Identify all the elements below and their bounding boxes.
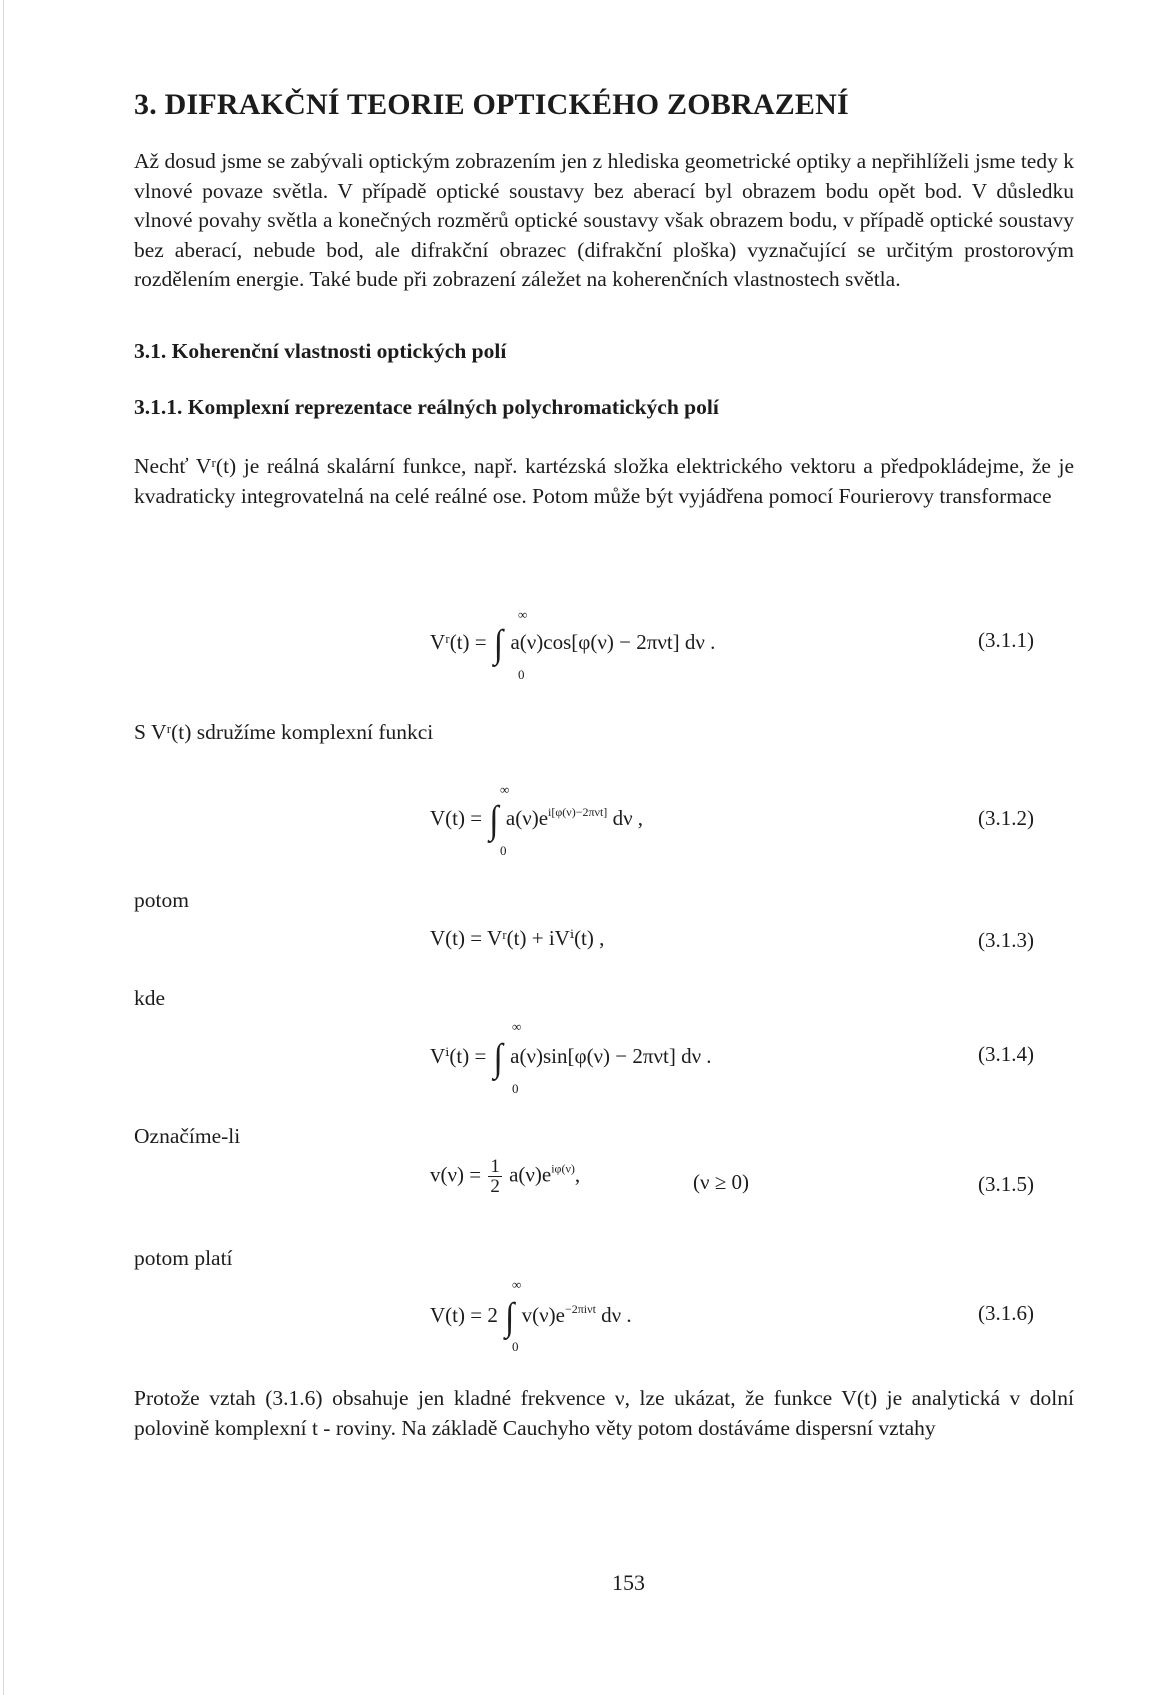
eq5-lhs: v(ν) = — [430, 1162, 482, 1187]
label-kde: kde — [134, 986, 166, 1010]
fraction-one-half — [488, 1157, 502, 1196]
eq2-lhs: V(t) = — [430, 806, 483, 830]
eq1-number: (3.1.1) — [978, 628, 1034, 652]
equation-3-1-3 — [430, 928, 604, 949]
integral-sign: ∫ — [505, 1296, 515, 1339]
intro-paragraph: Až dosud jsme se zabývali optickým zobrazením jen z hlediska geometrické optiky a nepřihlíželi jsme tedy k vlnové povaze světla. V případě optické soustavy bez aberací byl obrazem bodu opět bod. V důsledku vlnové povahy světla a konečných rozměrů optické soustavy však obrazem bodu, v případě optické soustavy bez aberací, nebude bod, ale difrakční obrazec (difrakční ploška) vyznačující se určitým prostorovým rozdělením energie. Také bude při zobrazení záležet na koherenčních vlastnostech světla. — [134, 149, 1074, 291]
eq6-number: (3.1.6) — [978, 1301, 1034, 1325]
eq1-lower-limit: 0 — [518, 667, 525, 682]
fraction-numerator: 1 — [490, 1156, 500, 1177]
eq2-tail: dν , — [612, 806, 644, 830]
eq3-number: (3.1.3) — [978, 928, 1034, 952]
eq2-number: (3.1.2) — [978, 806, 1034, 830]
eq2-exponent: i[φ(ν)−2πνt] — [548, 805, 608, 819]
label-potom-plati: potom platí — [134, 1246, 233, 1270]
equation-3-1-2 — [430, 799, 644, 842]
eq4-number: (3.1.4) — [978, 1042, 1034, 1066]
label-potom: potom — [134, 888, 189, 912]
equation-3-1-1 — [430, 623, 716, 666]
paragraph-fourier: Nechť Vʳ(t) je reálná skalární funkce, např. kartézská složka elektrického vektoru a předpokládejme, že je kvadraticky integrovatelná na celé reálné ose. Potom může být vyjádřena pomocí Fourierovy transformace — [134, 454, 1074, 508]
eq5-tail: , — [574, 1162, 581, 1187]
text-before-eq2: S Vʳ(t) sdružíme komplexní funkci — [134, 720, 434, 744]
equation-3-1-6 — [430, 1296, 632, 1339]
eq5-body: a(ν)e — [509, 1162, 552, 1187]
section-title: 3.1. Koherenční vlastnosti optických polí — [134, 339, 507, 363]
eq1-body: a(ν)cos[φ(ν) − 2πνt] dν . — [510, 630, 716, 654]
equation-3-1-5 — [430, 1157, 580, 1196]
eq6-upper-limit: ∞ — [512, 1277, 522, 1292]
eq6-exponent: −2πiνt — [564, 1302, 596, 1316]
eq2-lower-limit: 0 — [500, 843, 507, 858]
final-paragraph: Protože vztah (3.1.6) obsahuje jen kladné frekvence ν, lze ukázat, že funkce V(t) je analytická v dolní polovině komplexní t - roviny. Na základě Cauchyho věty potom dostáváme dispersní vztahy — [134, 1386, 1074, 1440]
eq5-number: (3.1.5) — [978, 1172, 1034, 1196]
eq5-exponent: iφ(ν) — [551, 1161, 575, 1176]
eq1-upper-limit: ∞ — [518, 607, 528, 622]
eq2-upper-limit: ∞ — [500, 782, 510, 797]
equation-3-1-4 — [430, 1037, 712, 1080]
subsection-title: 3.1.1. Komplexní reprezentace reálných polychromatických polí — [134, 395, 719, 419]
eq6-body: v(ν)e — [521, 1303, 565, 1327]
integral-sign: ∫ — [493, 623, 504, 666]
scan-edge-line — [3, 0, 4, 1695]
eq4-lhs: Vⁱ(t) = — [430, 1044, 487, 1068]
eq6-lhs: V(t) = 2 — [430, 1303, 498, 1327]
eq6-tail: dν . — [601, 1303, 632, 1327]
eq4-lower-limit: 0 — [512, 1081, 519, 1096]
eq4-upper-limit: ∞ — [512, 1019, 522, 1034]
chapter-title: 3. DIFRAKČNÍ TEORIE OPTICKÉHO ZOBRAZENÍ — [134, 88, 849, 121]
eq3-body: V(t) = Vʳ(t) + iVⁱ(t) , — [430, 926, 605, 950]
eq2-body: a(ν)e — [505, 806, 549, 830]
label-oznacime: Označíme-li — [134, 1124, 241, 1148]
eq1-lhs: Vʳ(t) = — [430, 630, 487, 654]
integral-sign: ∫ — [493, 1037, 503, 1080]
eq4-body: a(ν)sin[φ(ν) − 2πνt] dν . — [510, 1044, 712, 1068]
integral-sign: ∫ — [489, 799, 499, 842]
page-number: 153 — [612, 1570, 645, 1595]
eq5-condition: (ν ≥ 0) — [693, 1170, 750, 1194]
eq6-lower-limit: 0 — [512, 1339, 519, 1354]
fraction-denominator: 2 — [490, 1176, 500, 1197]
